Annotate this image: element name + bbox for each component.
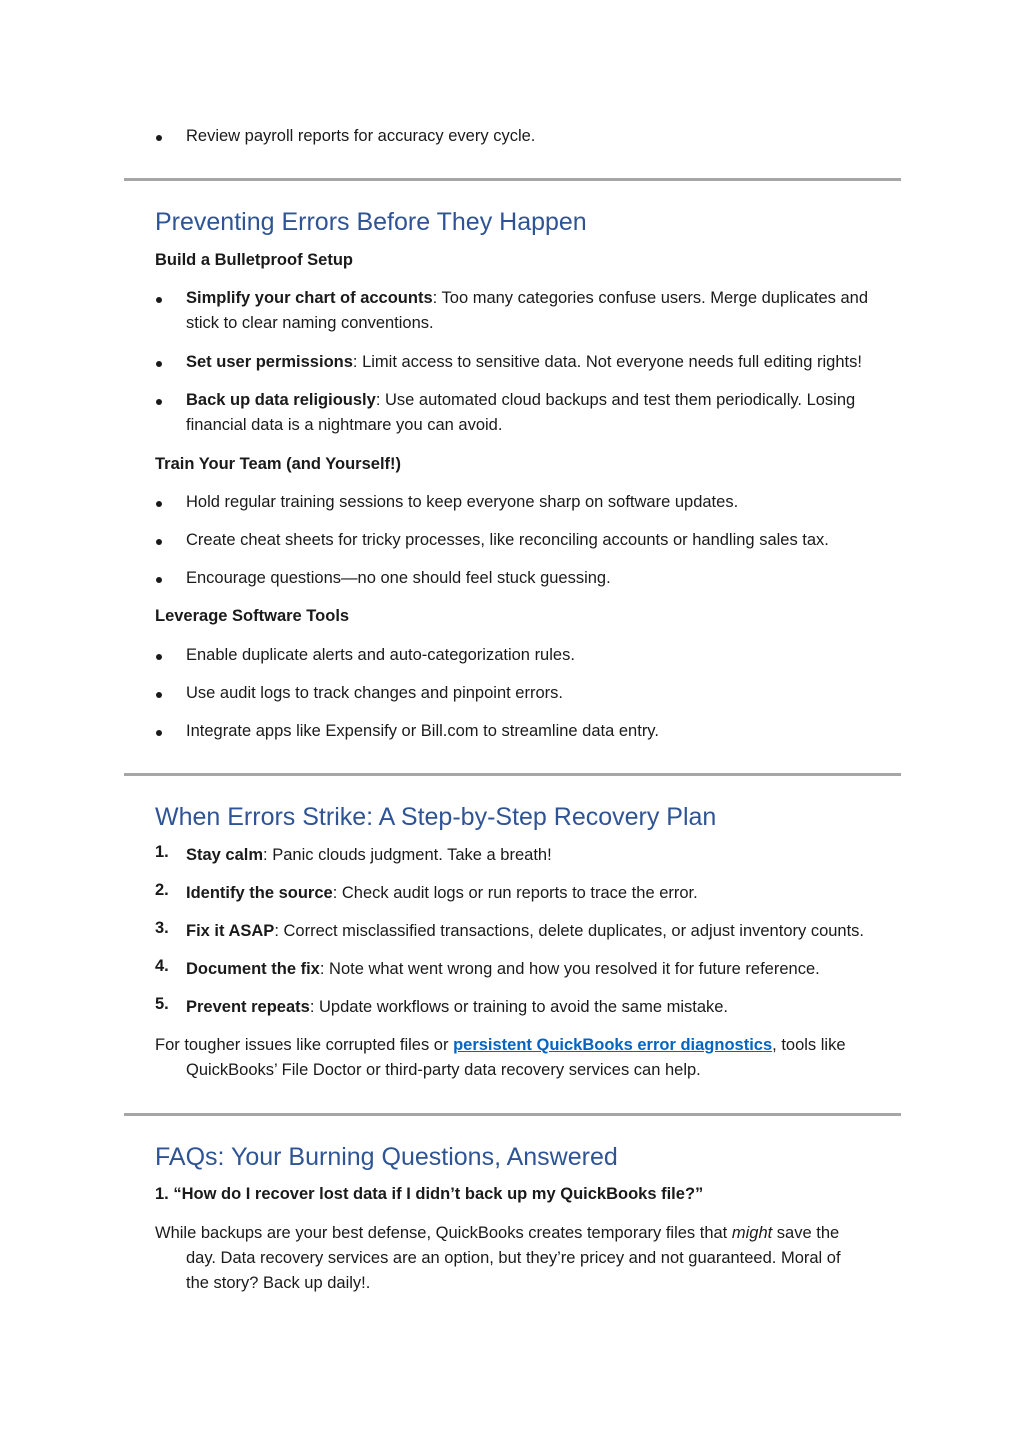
answer-text: While backups are your best defense, QuickBooks creates temporary files that: [155, 1224, 732, 1242]
step-desc: : Panic clouds judgment. Take a breath!: [263, 846, 552, 864]
bullet-icon: [156, 399, 162, 405]
step-item: [186, 919, 901, 944]
item-term: Simplify your chart of accounts: [186, 289, 433, 307]
step-item: [186, 843, 901, 868]
bullet-icon: [156, 654, 162, 660]
note-text: For tougher issues like corrupted files or: [155, 1036, 454, 1054]
section-divider: [124, 178, 901, 181]
bullet-icon: [156, 501, 162, 507]
bullet-icon: [156, 692, 162, 698]
step-number: 2.: [155, 881, 169, 899]
item-desc-cont: stick to clear naming conventions.: [186, 314, 434, 332]
note-text-cont: QuickBooks’ File Doctor or third-party data recovery services can help.: [186, 1061, 701, 1079]
answer-emphasis: might: [731, 1224, 773, 1242]
step-term: Stay calm: [186, 846, 264, 864]
section-heading-preventing-errors: Preventing Errors Before They Happen: [155, 208, 587, 236]
step-number: 4.: [155, 957, 169, 975]
step-desc: : Correct misclassified transactions, delete duplicates, or adjust inventory counts.: [274, 922, 865, 940]
section-heading-recovery-plan: When Errors Strike: A Step-by-Step Recovery Plan: [155, 803, 717, 831]
subheading-train: Train Your Team (and Yourself!): [155, 455, 402, 473]
item-term: Back up data religiously: [186, 391, 376, 409]
section-divider: [124, 773, 901, 776]
subheading-tools: Leverage Software Tools: [155, 607, 350, 625]
list-item: Encourage questions—no one should feel stuck guessing.: [186, 569, 611, 587]
list-item: [186, 388, 901, 438]
step-number: 3.: [155, 919, 169, 937]
item-desc: : Too many categories confuse users. Merge duplicates and: [432, 289, 868, 307]
bullet-icon: [156, 297, 162, 303]
bullet-icon: [156, 361, 162, 367]
list-item: Create cheat sheets for tricky processes, like reconciling accounts or handling sales tax.: [186, 531, 829, 549]
bullet-icon: [156, 135, 162, 141]
list-item: Use audit logs to track changes and pinpoint errors.: [186, 684, 563, 702]
section-heading-faqs: FAQs: Your Burning Questions, Answered: [155, 1143, 618, 1171]
subheading-setup: Build a Bulletproof Setup: [155, 251, 353, 269]
item-term: Set user permissions: [186, 353, 353, 371]
step-term: Prevent repeats: [186, 998, 310, 1016]
list-item: Hold regular training sessions to keep everyone sharp on software updates.: [186, 493, 739, 511]
bullet-icon: [156, 539, 162, 545]
step-number: 1.: [155, 843, 169, 861]
answer-text: save the: [772, 1224, 840, 1242]
item-desc: : Limit access to sensitive data. Not everyone needs full editing rights!: [352, 353, 862, 371]
note-text: , tools like: [772, 1036, 846, 1054]
answer-text-cont: the story? Back up daily!.: [186, 1274, 371, 1292]
step-item: [186, 957, 901, 982]
bullet-icon: [156, 730, 162, 736]
step-desc: : Note what went wrong and how you resolved it for future reference.: [319, 960, 820, 978]
list-item: Integrate apps like Expensify or Bill.com to streamline data entry.: [186, 722, 659, 740]
step-desc: : Check audit logs or run reports to trace the error.: [332, 884, 698, 902]
top-bullet-text: Review payroll reports for accuracy every cycle.: [186, 127, 536, 145]
list-item: [186, 350, 901, 375]
step-term: Document the fix: [186, 960, 320, 978]
step-desc: : Update workflows or training to avoid the same mistake.: [309, 998, 729, 1016]
faq-answer: [155, 1221, 901, 1296]
recovery-note: [155, 1033, 901, 1083]
answer-text-cont: day. Data recovery services are an option, but they’re pricey and not guaranteed. Moral of: [186, 1249, 841, 1267]
step-term: Identify the source: [186, 884, 333, 902]
item-desc: : Use automated cloud backups and test them periodically. Losing: [375, 391, 856, 409]
faq-question: 1. “How do I recover lost data if I didn’t back up my QuickBooks file?”: [155, 1185, 704, 1203]
step-item: [186, 881, 901, 906]
step-number: 5.: [155, 995, 169, 1013]
list-item: Enable duplicate alerts and auto-categorization rules.: [186, 646, 575, 664]
section-divider: [124, 1113, 901, 1116]
step-term: Fix it ASAP: [186, 922, 275, 940]
list-item: [186, 286, 901, 336]
diagnostics-link[interactable]: persistent QuickBooks error diagnostics: [453, 1036, 773, 1054]
item-desc-cont: financial data is a nightmare you can avoid.: [186, 416, 503, 434]
step-item: [186, 995, 901, 1020]
bullet-icon: [156, 577, 162, 583]
